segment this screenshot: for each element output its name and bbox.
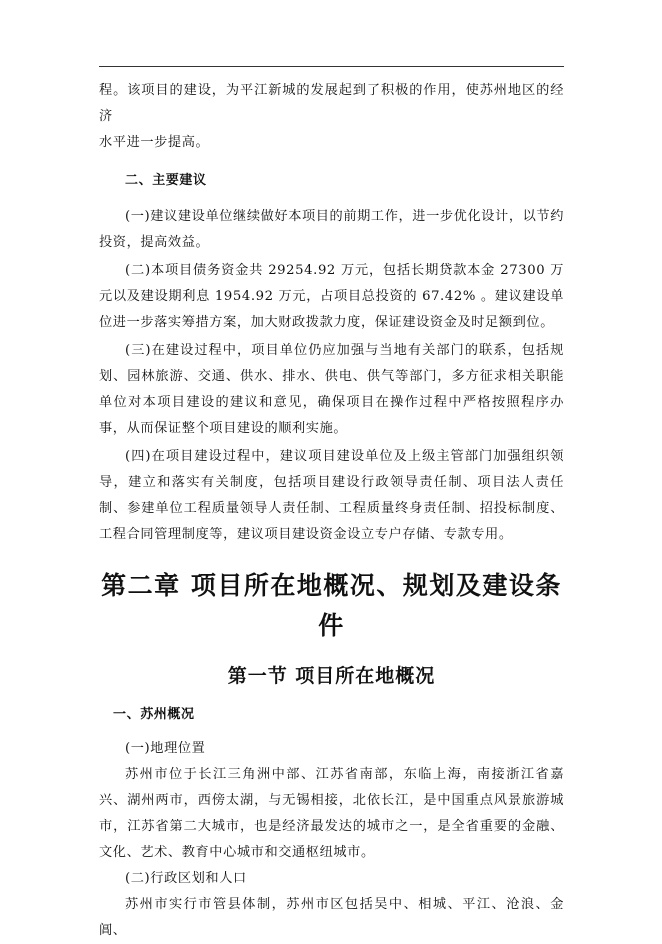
section-title: 第一节 项目所在地概况: [227, 665, 436, 687]
header-rule: [99, 66, 564, 67]
admin-title: (二)行政区划和人口: [125, 871, 247, 886]
page-content: [99, 78, 564, 944]
recommendation-item-2: (二)本项目债务资金共 29254.92 万元，包括长期贷款本金 27300 万元以及建设期利息 1954.92 万元，占项目总投资的 67.42% 。建议建设单位进一步落实筹措方案，加大财政拨款力度，保证建设资金及时足额到位。: [99, 263, 564, 330]
chapter-title: 第二章 项目所在地概况、规划及建设条件: [101, 571, 562, 640]
geo-text: 苏州市位于长江三角洲中部、江苏省南部，东临上海，南接浙江省嘉兴、湖州两市，西傍太湖，与无锡相接，北依长江，是中国重点风景旅游城市，江苏省第二大城市，也是经济最发达的城市之一，是全省重要的金融、文化、艺术、教育中心城市和交通枢纽城市。: [99, 767, 564, 860]
recommendation-item-1: (一)建议建设单位继续做好本项目的前期工作，进一步优化设计，以节约投资，提高效益。: [99, 209, 564, 250]
recommendation-item-3: (三)在建设过程中，项目单位仍应加强与当地有关部门的联系，包括规划、园林旅游、交通、供水、排水、供电、供气等部门，多方征求相关职能单位对本项目建设的建议和意见，确保项目在操作过程中严格按照程序办事，从而保证整个项目建设的顺利实施。: [99, 343, 564, 436]
intro-line-1: 程。该项目的建设，为平江新城的发展起到了积极的作用，使苏州地区的经济: [99, 83, 564, 124]
geo-title: (一)地理位置: [125, 741, 206, 756]
intro-line-2: 水平进一步提高。: [99, 135, 210, 150]
recommendations-heading: 二、主要建议: [125, 173, 207, 188]
recommendation-item-4: (四)在项目建设过程中，建议项目建设单位及上级主管部门加强组织领导，建立和落实有关制度，包括项目建设行政领导责任制、项目法人责任制、参建单位工程质量领导人责任制、工程质量终身责任制、招投标制度、工程合同管理制度等，建议项目建设资金设立专户存储、专款专用。: [99, 449, 564, 542]
admin-text: 苏州市实行市管县体制，苏州市区包括吴中、相城、平江、沧浪、金阊、: [99, 897, 564, 938]
section-subheading: 一、苏州概况: [113, 707, 195, 722]
